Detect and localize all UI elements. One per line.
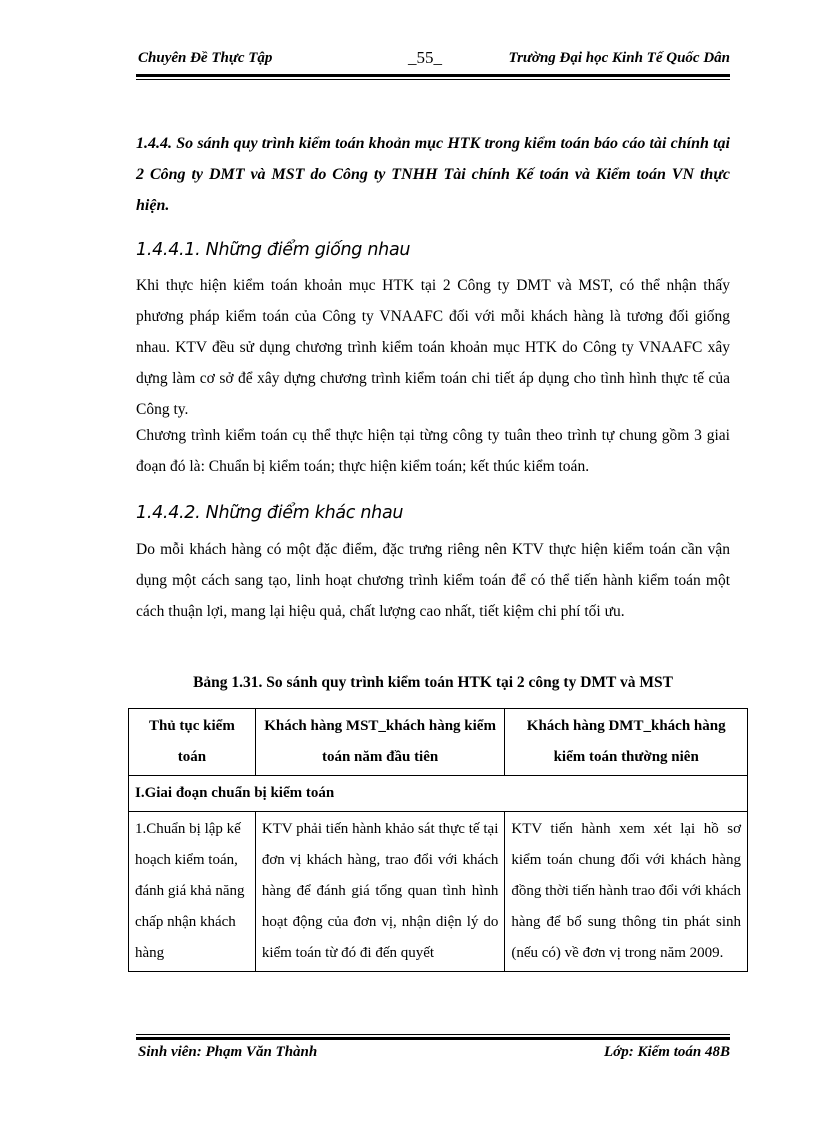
header-mst: Khách hàng MST_khách hàng kiểm toán năm đầu tiên xyxy=(255,709,505,776)
section-title: 1.4.4. So sánh quy trình kiểm toán khoản mục HTK trong kiểm toán báo cáo tài chính tại 2 Công ty DMT và MST do Công ty TNHH Tài chính Kế toán và Kiểm toán VN thực hiện. xyxy=(136,135,730,214)
paragraph-differences-1: Do mỗi khách hàng có một đặc điểm, đặc trưng riêng nên KTV thực hiện kiểm toán cần vận dụng một cách sang tạo, linh hoạt chương trình kiểm toán để có thể tiến hành kiểm toán một cách thuận lợi, mang lại hiệu quả, chất lượng cao nhất, tiết kiệm chi phí tối ưu. xyxy=(136,541,730,620)
cell-dmt: KTV tiến hành xem xét lại hồ sơ kiểm toán chung đối với khách hàng đồng thời tiến hành trao đổi với khách hàng để bổ sung thông tin phát sinh (nếu có) về đơn vị trong năm 2009. xyxy=(505,812,748,972)
phase-label: I.Giai đoạn chuẩn bị kiểm toán xyxy=(129,776,748,812)
subsection-title-similarities: 1.4.4.1. Những điểm giống nhau xyxy=(136,240,411,260)
footer-student: Sinh viên: Phạm Văn Thành xyxy=(138,1044,318,1060)
page-number: _55_ xyxy=(408,48,442,67)
table-phase-row xyxy=(129,776,748,812)
header-dmt: Khách hàng DMT_khách hàng kiểm toán thường niên xyxy=(505,709,748,776)
table-row xyxy=(129,812,748,972)
paragraph-similarities-1: Khi thực hiện kiểm toán khoản mục HTK tại 2 Công ty DMT và MST, có thể nhận thấy phương pháp kiểm toán của Công ty VNAAFC đối với mỗi khách hàng là tương đối giống nhau. KTV đều sử dụng chương trình kiểm toán khoản mục HTK do Công ty VNAAFC xây dựng làm cơ sở để xây dựng chương trình kiểm toán chi tiết áp dụng cho tình hình thực tế của Công ty. xyxy=(136,277,730,418)
cell-mst: KTV phải tiến hành khảo sát thực tế tại đơn vị khách hàng, trao đổi với khách hàng để đánh giá tổng quan tình hình hoạt động của đơn vị, nhận diện lý do kiểm toán từ đó đi đến quyết xyxy=(255,812,505,972)
comparison-table xyxy=(128,708,748,972)
header-procedure: Thủ tục kiểm toán xyxy=(129,709,256,776)
footer-rule-thin xyxy=(136,1034,730,1035)
header-rule-thick xyxy=(136,74,730,77)
page-header xyxy=(136,48,730,72)
footer-class: Lớp: Kiểm toán 48B xyxy=(604,1044,730,1060)
header-rule-thin xyxy=(136,79,730,80)
cell-procedure: 1.Chuẩn bị lập kế hoạch kiểm toán, đánh giá khả năng chấp nhận khách hàng xyxy=(129,812,256,972)
header-university: Trường Đại học Kinh Tế Quốc Dân xyxy=(508,50,730,66)
paragraph-similarities-2: Chương trình kiểm toán cụ thể thực hiện tại từng công ty tuân theo trình tự chung gồm 3 giai đoạn đó là: Chuẩn bị kiểm toán; thực hiện kiểm toán; kết thúc kiểm toán. xyxy=(136,427,730,475)
table-header-row xyxy=(129,709,748,776)
subsection-title-differences: 1.4.4.2. Những điểm khác nhau xyxy=(136,503,404,523)
footer-rule-thick xyxy=(136,1037,730,1040)
header-doc-type: Chuyên Đề Thực Tập xyxy=(138,50,273,66)
table-caption: Bảng 1.31. So sánh quy trình kiểm toán HTK tại 2 công ty DMT và MST xyxy=(193,674,673,691)
